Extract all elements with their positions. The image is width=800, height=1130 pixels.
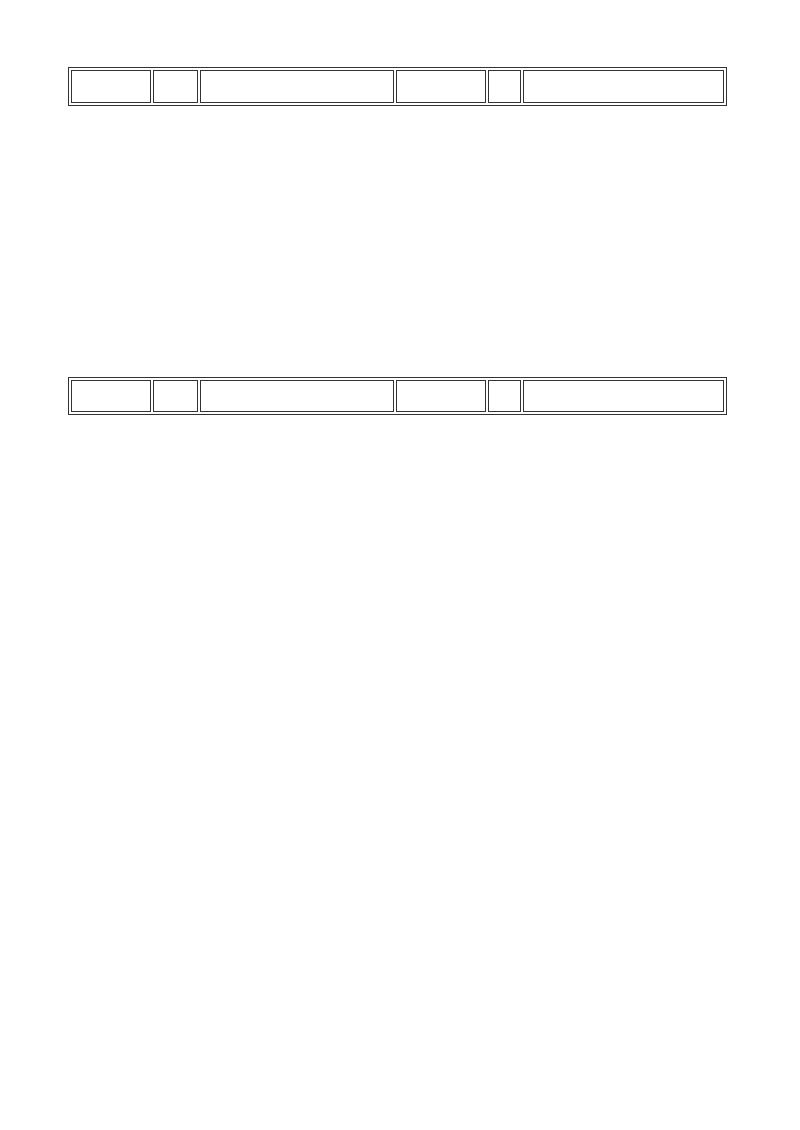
table-header-row: [71, 380, 724, 412]
header-pos: [488, 380, 521, 412]
header-chinese: [200, 380, 394, 412]
vocab-table-1: [68, 67, 727, 106]
header-english: [71, 380, 151, 412]
header-pos: [153, 380, 198, 412]
header-pos: [488, 70, 521, 103]
header-english: [396, 380, 486, 412]
table-header-row: [71, 70, 724, 103]
header-chinese: [523, 380, 724, 412]
header-chinese: [523, 70, 724, 103]
header-chinese: [200, 70, 394, 103]
header-pos: [153, 70, 198, 103]
vocab-table-2: [68, 377, 727, 415]
header-english: [71, 70, 151, 103]
header-english: [396, 70, 486, 103]
